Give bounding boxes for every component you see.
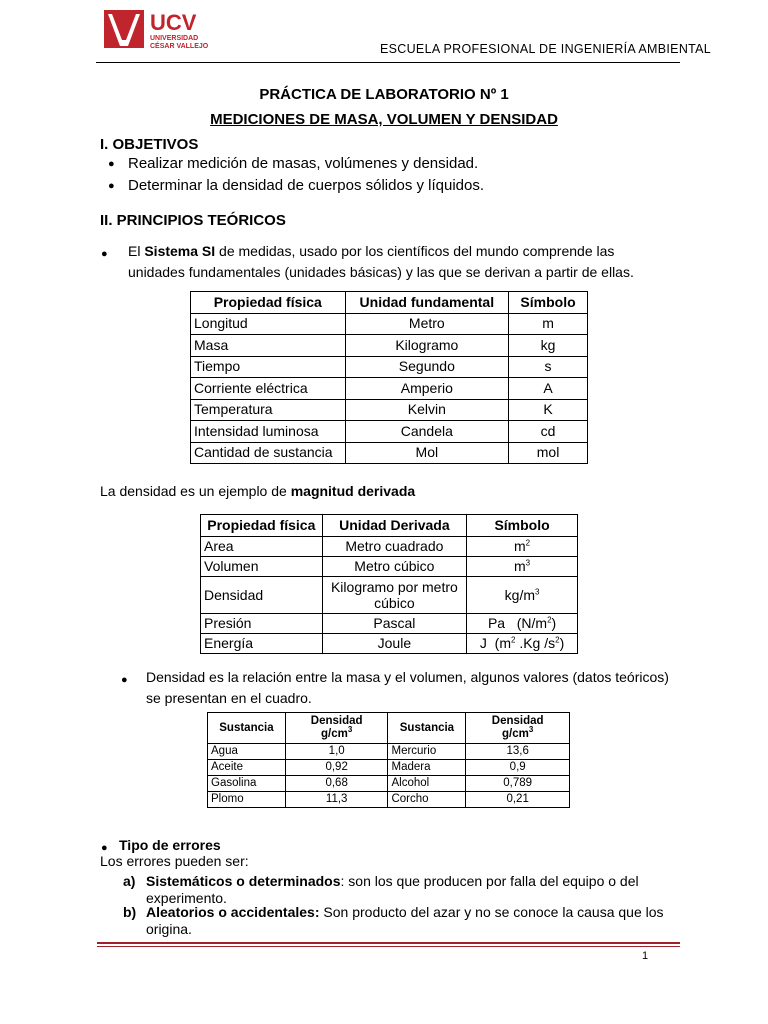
ucv-shield-icon: [104, 10, 234, 50]
cell: K: [509, 399, 588, 421]
column-header: Propiedad física: [201, 515, 323, 537]
si-intro-text: El: [128, 243, 145, 259]
cell: mol: [509, 442, 588, 464]
cell: Alcohol: [388, 776, 466, 792]
table-row: [191, 442, 588, 464]
cell: Plomo: [208, 792, 286, 808]
error-bold: Aleatorios o accidentales:: [146, 904, 320, 920]
column-header: Símbolo: [509, 292, 588, 314]
header-text: Densidad: [310, 715, 363, 727]
column-header: Sustancia: [388, 713, 466, 744]
table-row: [201, 634, 578, 654]
errors-heading: Tipo de errores: [119, 837, 221, 853]
symbol-text: ): [559, 635, 565, 651]
errors-intro: Los errores pueden ser:: [100, 853, 249, 869]
cell: Area: [201, 537, 323, 557]
cell: 0,68: [285, 776, 388, 792]
bullet-icon: ●: [108, 158, 115, 170]
error-type-b-text: [146, 904, 686, 938]
cell: Metro cúbico: [322, 557, 466, 577]
symbol-text: Pa (N/m: [487, 615, 548, 631]
bullet-icon: ●: [101, 248, 108, 260]
cell: Metro cuadrado: [322, 537, 466, 557]
column-header: Sustancia: [208, 713, 286, 744]
error-type-a-text: [146, 873, 686, 907]
cell: Amperio: [345, 378, 509, 400]
page-number: 1: [642, 950, 649, 962]
cell: Metro: [345, 313, 509, 335]
error-label: a): [123, 873, 136, 889]
cell: Candela: [345, 421, 509, 443]
table-row: [191, 313, 588, 335]
table-row: [201, 614, 578, 634]
column-header: Propiedad física: [191, 292, 346, 314]
table-row: [208, 744, 570, 760]
cell: [467, 557, 578, 577]
cell: 13,6: [466, 744, 570, 760]
table-row: [201, 577, 578, 614]
cell: Energía: [201, 634, 323, 654]
symbol-exponent: 3: [525, 558, 531, 568]
cell: Cantidad de sustancia: [191, 442, 346, 464]
symbol-exponent: 2: [525, 538, 531, 548]
header-text: Densidad: [491, 715, 544, 727]
cell: Corriente eléctrica: [191, 378, 346, 400]
derived-units-table: [200, 514, 578, 654]
svg-text:CÉSAR VALLEJO: CÉSAR VALLEJO: [150, 43, 209, 50]
cell: Temperatura: [191, 399, 346, 421]
footer-divider: [97, 942, 680, 944]
table-row: [208, 776, 570, 792]
cell: Kilogramo: [345, 335, 509, 357]
symbol-exponent: 2: [547, 615, 552, 625]
symbol-text: J (m: [479, 635, 511, 651]
table-header-row: [191, 292, 588, 314]
cell: [467, 537, 578, 557]
symbol-exponent: 3: [535, 586, 540, 596]
cell: Gasolina: [208, 776, 286, 792]
symbol-text: ): [551, 615, 557, 631]
svg-text:UCV: UCV: [150, 10, 197, 35]
section-principios-heading: II. PRINCIPIOS TEÓRICOS: [100, 212, 286, 229]
cell: 11,3: [285, 792, 388, 808]
density-intro-text: Densidad es la relación entre la masa y el volumen, algunos valores (datos teóricos): [146, 669, 669, 685]
cell: Intensidad luminosa: [191, 421, 346, 443]
table-row: [208, 792, 570, 808]
cell: 0,21: [466, 792, 570, 808]
table-row: [201, 537, 578, 557]
cell: Mol: [345, 442, 509, 464]
cell: [467, 634, 578, 654]
cell: Segundo: [345, 356, 509, 378]
error-type-b: [123, 904, 136, 921]
cell: Pascal: [322, 614, 466, 634]
cell: Mercurio: [388, 744, 466, 760]
cell: 0,9: [466, 760, 570, 776]
ucv-logo: [104, 10, 234, 50]
cell: Madera: [388, 760, 466, 776]
cell: 0,789: [466, 776, 570, 792]
si-intro: [128, 241, 688, 283]
symbol-text: kg/m: [504, 586, 535, 603]
symbol-text: .Kg /s: [515, 635, 556, 651]
table-row: [208, 760, 570, 776]
table-row: [191, 335, 588, 357]
cell: Aceite: [208, 760, 286, 776]
cell: s: [509, 356, 588, 378]
derived-intro-bold: magnitud derivada: [290, 483, 416, 499]
error-type-a: [123, 873, 135, 890]
subtitle-text: MEDICIONES DE MASA, VOLUMEN Y DENSIDAD: [210, 111, 558, 128]
symbol-text: m: [514, 558, 526, 574]
column-header: Unidad fundamental: [345, 292, 509, 314]
objective-text: Determinar la densidad de cuerpos sólidos y líquidos.: [128, 177, 485, 194]
column-header: [285, 713, 388, 744]
table-row: [191, 399, 588, 421]
density-intro: [146, 667, 706, 709]
school-name: ESCUELA PROFESIONAL DE INGENIERÍA AMBIENTAL: [380, 42, 712, 56]
header-exponent: 3: [347, 725, 353, 735]
page-title: PRÁCTICA DE LABORATORIO Nº 1: [259, 86, 509, 103]
table-header-row: [208, 713, 570, 744]
header-exponent: 3: [528, 725, 534, 735]
si-intro-bold: Sistema SI: [144, 243, 216, 259]
cell: [467, 577, 578, 614]
cell: Kelvin: [345, 399, 509, 421]
cell: A: [509, 378, 588, 400]
column-header: Unidad Derivada: [322, 515, 466, 537]
page-subtitle: [0, 111, 768, 128]
error-text: experimento.: [146, 890, 227, 906]
table-row: [191, 356, 588, 378]
fundamental-units-table: [190, 291, 588, 464]
density-intro-text: se presentan en el cuadro.: [146, 690, 312, 706]
cell: Kilogramo por metro cúbico: [322, 577, 466, 614]
svg-text:UNIVERSIDAD: UNIVERSIDAD: [150, 35, 199, 42]
cell: [467, 614, 578, 634]
cell: Joule: [322, 634, 466, 654]
symbol-exponent: 2: [555, 635, 560, 645]
cell: Tiempo: [191, 356, 346, 378]
cell: Agua: [208, 744, 286, 760]
footer-divider: [97, 946, 680, 947]
header-text: g/cm: [321, 728, 348, 740]
table-row: [191, 421, 588, 443]
symbol-text: m: [514, 538, 526, 554]
cell: m: [509, 313, 588, 335]
bullet-icon: ●: [121, 674, 128, 686]
column-header: [466, 713, 570, 744]
error-bold: Sistemáticos o determinados: [146, 873, 341, 889]
cell: Presión: [201, 614, 323, 634]
error-label: b): [123, 904, 137, 920]
error-text: : son los que producen por falla del equipo o del: [340, 873, 639, 889]
section-objetivos-heading: I. OBJETIVOS: [100, 136, 199, 153]
header-divider: [96, 62, 680, 63]
si-intro-text: de medidas, usado por los científicos del mundo comprende las: [215, 243, 615, 259]
cell: 0,92: [285, 760, 388, 776]
derived-intro-text: La densidad es un ejemplo de: [100, 483, 291, 499]
cell: Densidad: [201, 577, 323, 614]
objective-text: Realizar medición de masas, volúmenes y densidad.: [128, 155, 479, 172]
table-header-row: [201, 515, 578, 537]
cell: Longitud: [191, 313, 346, 335]
error-text: origina.: [146, 921, 192, 937]
bullet-icon: ●: [108, 180, 115, 192]
si-intro-text: unidades fundamentales (unidades básicas) y las que se derivan a partir de ellas.: [128, 264, 634, 280]
cell: 1,0: [285, 744, 388, 760]
table-row: [201, 557, 578, 577]
table-row: [191, 378, 588, 400]
density-values-table: [207, 712, 570, 808]
bullet-icon: ●: [101, 842, 108, 854]
cell: kg: [509, 335, 588, 357]
cell: Masa: [191, 335, 346, 357]
error-text: Son producto del azar y no se conoce la causa que los: [319, 904, 664, 920]
cell: Volumen: [201, 557, 323, 577]
header-text: g/cm: [502, 728, 529, 740]
cell: cd: [509, 421, 588, 443]
derived-intro: [100, 481, 415, 502]
symbol-exponent: 2: [510, 635, 516, 645]
column-header: Símbolo: [467, 515, 578, 537]
cell: Corcho: [388, 792, 466, 808]
